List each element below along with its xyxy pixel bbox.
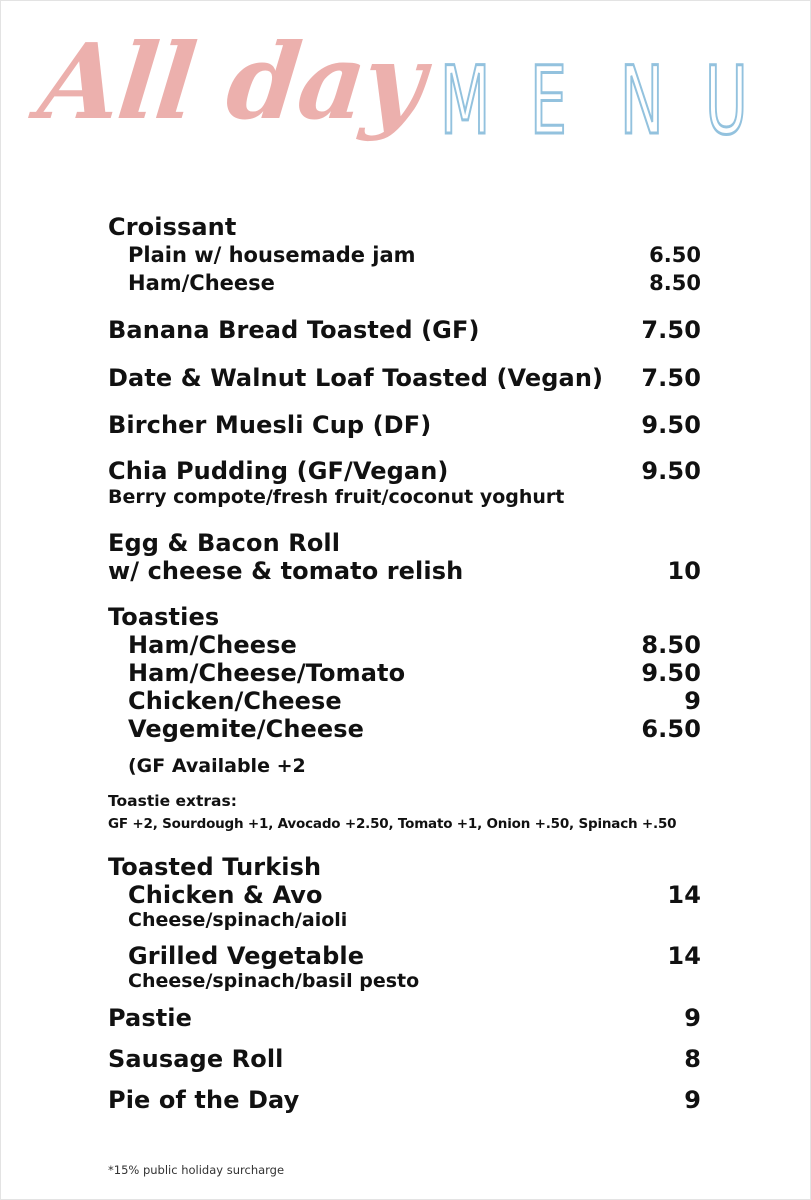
item-price: 9.50 — [641, 411, 701, 439]
toastie-extras-list: GF +2, Sourdough +1, Avocado +2.50, Tomato +1, Onion +.50, Spinach +.50 — [108, 816, 677, 832]
item-name: Banana Bread Toasted (GF) — [108, 316, 480, 344]
toasties-heading: Toasties — [108, 603, 220, 631]
item-name: Chicken & Avo — [128, 881, 323, 909]
item-price: 9.50 — [641, 457, 701, 485]
item-price: 8.50 — [641, 631, 701, 659]
toasties-note: (GF Available +2 — [128, 755, 306, 777]
item-name: Sausage Roll — [108, 1045, 284, 1073]
menu-item — [108, 364, 701, 392]
item-price: 9 — [684, 687, 701, 715]
title-menu-letter: N — [620, 47, 664, 156]
menu-item — [128, 715, 701, 743]
menu-item — [108, 1004, 701, 1032]
item-price: 14 — [667, 881, 701, 909]
item-name: Grilled Vegetable — [128, 942, 365, 970]
item-name: Bircher Muesli Cup (DF) — [108, 411, 432, 439]
menu-item — [128, 631, 701, 659]
menu-item — [108, 1045, 701, 1073]
menu-item — [108, 316, 701, 344]
item-price: 9 — [684, 1004, 701, 1032]
item-name: Vegemite/Cheese — [128, 715, 365, 743]
item-name: Ham/Cheese/Tomato — [128, 659, 406, 687]
item-name: Chicken/Cheese — [128, 687, 342, 715]
title-menu-letter: E — [530, 47, 567, 156]
menu-item — [128, 942, 701, 970]
item-name: Date & Walnut Loaf Toasted (Vegan) — [108, 364, 604, 392]
item-price: 9.50 — [641, 659, 701, 687]
menu-item — [128, 687, 701, 715]
item-description: Cheese/spinach/basil pesto — [128, 970, 420, 992]
item-price: 9 — [684, 1086, 701, 1114]
item-price: 6.50 — [649, 243, 701, 267]
item-price: 8.50 — [649, 271, 701, 295]
toastie-extras-title: Toastie extras: — [108, 792, 237, 810]
turkish-heading: Toasted Turkish — [108, 853, 322, 881]
item-price: 14 — [667, 942, 701, 970]
item-name: Ham/Cheese — [128, 631, 297, 659]
title-menu — [430, 47, 760, 156]
croissant-heading: Croissant — [108, 213, 237, 241]
item-price: 6.50 — [641, 715, 701, 743]
item-name: Pie of the Day — [108, 1086, 300, 1114]
item-price: 7.50 — [641, 316, 701, 344]
menu-item — [108, 411, 701, 439]
item-description: w/ cheese & tomato relish — [108, 557, 464, 585]
item-description: Berry compote/fresh fruit/coconut yoghurt — [108, 486, 565, 508]
menu-item — [128, 271, 701, 295]
item-price: 8 — [684, 1045, 701, 1073]
menu-item — [128, 881, 701, 909]
item-name: Ham/Cheese — [128, 271, 275, 295]
item-name: Chia Pudding (GF/Vegan) — [108, 457, 449, 485]
title-menu-letter: U — [705, 47, 748, 156]
menu-item — [108, 557, 701, 585]
title-menu-letter: M — [440, 47, 491, 156]
title-all-day: All day — [33, 20, 429, 143]
menu-item-name: Egg & Bacon Roll — [108, 529, 341, 557]
surcharge-note: *15% public holiday surcharge — [108, 1163, 285, 1177]
menu-item — [128, 659, 701, 687]
item-description: Cheese/spinach/aioli — [128, 909, 348, 931]
menu-item — [108, 457, 701, 485]
menu-item — [128, 243, 701, 267]
item-price: 7.50 — [641, 364, 701, 392]
item-name: Plain w/ housemade jam — [128, 243, 416, 267]
menu-item — [108, 1086, 701, 1114]
item-price: 10 — [667, 557, 701, 585]
item-name: Pastie — [108, 1004, 193, 1032]
